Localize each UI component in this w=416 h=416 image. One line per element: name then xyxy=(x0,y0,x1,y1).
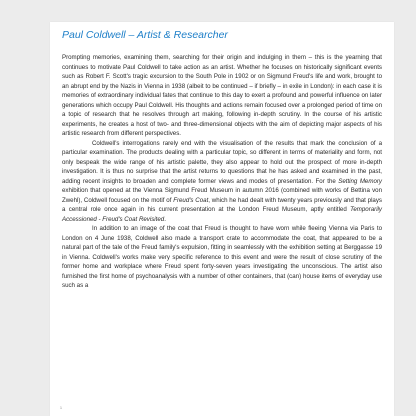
paragraph-3: In addition to an image of the coat that Freud is thought to have worn while fleeing Vienna via Paris to London on 4 June 1938, Coldwell also made a transport crate to accommodate the coat, that appeared to be a natural part of the tale of the Freud family's expulsion, fitting in seamlessly with the exhibition setting at Berggasse 19 in Vienna. Coldwell's works make very specific reference to this event and were the result of close scrutiny of the former home and workplace where Freud spent forty-seven years investigating the unconscious. The artist also furnished the first home of psychoanalysis with a number of other containers, that (can) house items of everyday use such as a xyxy=(62,225,382,289)
setting-memory-title: Setting Memory xyxy=(338,177,382,185)
page-number: 1 xyxy=(60,406,62,410)
page-heading: Paul Coldwell – Artist & Researcher xyxy=(62,29,228,41)
body-text xyxy=(62,53,382,291)
paragraph-2 xyxy=(62,139,382,225)
freuds-coat-title: Freud's Coat xyxy=(173,196,209,204)
temporarily-accessioned-title: Temporarily Accessioned - Freud's Coat Revisited xyxy=(62,206,382,223)
document-page xyxy=(50,22,394,416)
paragraph-2-text-b: exhibition that opened at the Vienna Sigmund Freud Museum in autumn 2016 (combined with works of Bettina von Zwehl), Coldwell focused on the motif of xyxy=(62,187,382,204)
paragraph-2-text-a: Coldwell's interrogations rarely end with the visualisation of the results that mark the conclusion of a particular examination. The products dealing with a particular topic, so different in terms of materiality and form, not only bespeak the wide range of his artistic palette, they also appear to hold out the prospect of more in-depth investigation. It is thus no surprise that the artist returns to questions that he has asked and examined in the past, adding recent insights to broaden and complete former views and modes of presentation. For the xyxy=(62,139,382,185)
paragraph-2-text-d: . xyxy=(164,215,166,223)
paragraph-2-text-c: , which he had dealt with twenty years previously and that plays a central role once again in his current presentation at the London Freud Museum, aptly entitled xyxy=(62,196,382,213)
paragraph-1: Prompting memories, examining them, searching for their origin and indulging in them – this is the yearning that continues to motivate Paul Coldwell to take action as an artist. Whether he focuses on historically significant events such as Robert F. Scott's tragic excursion to the South Pole in 1902 or on Sigmund Freud's life and work, brought to an abrupt end by the Nazis in Vienna in 1938 (albeit to be continued – if briefly – in exile in London): in each case it is memories of extraordinary individual fates that continue to this day to exert a profound and powerful influence on later generations which occupy Paul Coldwell. His thoughts and actions remain focused over a prolonged period of time on a topic of research that he resolves through art making, following in-depth scrutiny. In the course of his artistic experiments, he creates a host of two- and three-dimensional objects with the aim of depicting major aspects of his artistic research from different perspectives. xyxy=(62,54,382,137)
